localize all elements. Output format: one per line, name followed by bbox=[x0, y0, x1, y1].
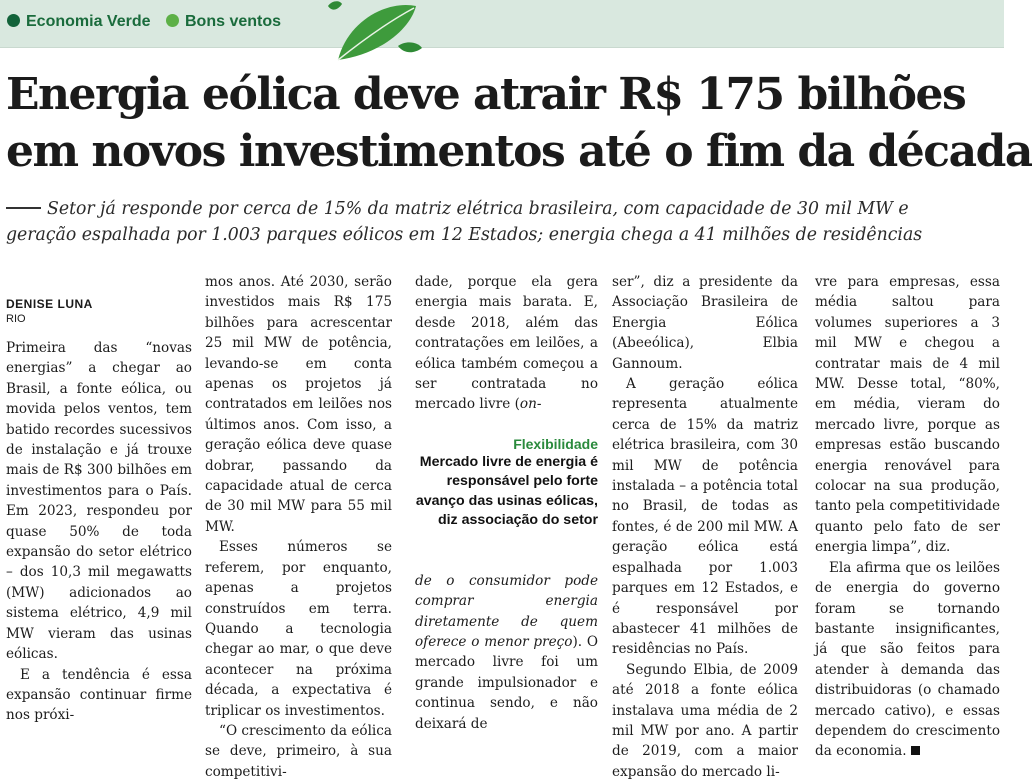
section-label-text: Bons ventos bbox=[185, 13, 282, 30]
article-column-2 bbox=[205, 272, 392, 780]
body-paragraph: A geração eólica representa atualmente cerca de 15% da matriz elétrica brasileira, com 30 mil MW de potência instalada – a potência total no Brasil, de todas as fontes, é de 200 mil MW. A geração eólica está espalhada por 1.003 parques em 12 Estados, e é responsável por abastecer 41 milhões de residências no País. bbox=[612, 376, 798, 658]
section-dot-icon bbox=[166, 14, 179, 27]
body-paragraph bbox=[415, 571, 598, 734]
pull-quote-text: Mercado livre de energia é responsável pelo forte avanço das usinas eólicas, diz associação do setor bbox=[415, 453, 598, 529]
body-paragraph: Primeira das “novas energias” a chegar ao Brasil, a fonte eólica, ou movida pelos ventos, tem batido recordes sucessivos de instalação e já trouxe mais de R$ 300 bilhões em investimentos para o País. Em 2023, respondeu por quase 50% de toda expansão do setor elétrico – dos 10,3 mil megawatts (MW) adicionados ao sistema elétrico, 4,9 mil MW vieram das usinas eólicas. bbox=[6, 340, 192, 663]
body-paragraph: Esses números se referem, por enquanto, apenas a projetos construídos em terra. Quando a tecnologia chegar ao mar, o que deve acontecer na próxima década, a expectativa é triplicar os investimentos. bbox=[205, 539, 392, 719]
subtitle-rule bbox=[6, 207, 41, 209]
body-paragraph: vre para empresas, essa média saltou para volumes superiores a 3 mil MW e chegou a contratar mais de 4 mil MW. Desse total, “80%, em média, vieram do mercado livre, porque as empresas estão buscando energia renovável para colocar na sua produção, tanto pela competitividade quanto pelo fato de ser energia limpa”, diz. bbox=[815, 274, 1000, 556]
body-text: ). O mercado livre foi um grande impulsionador e continua sendo, e não deixará de bbox=[415, 634, 598, 732]
article-subtitle bbox=[6, 196, 1000, 248]
article-column-3 bbox=[415, 272, 598, 732]
byline-city: RIO bbox=[6, 313, 26, 325]
section-label-economia-verde[interactable] bbox=[7, 13, 151, 31]
article-column-1 bbox=[6, 272, 192, 724]
body-paragraph: E a tendência é essa expansão continuar firme nos próxi- bbox=[6, 666, 192, 724]
section-header-bar bbox=[0, 0, 1004, 48]
section-label-bons-ventos[interactable] bbox=[166, 13, 281, 31]
body-paragraph: ser”, diz a presidente da Associação Brasileira de Energia Eólica (Abeeólica), Elbia Gannoum. bbox=[612, 274, 798, 372]
pull-quote bbox=[415, 433, 598, 531]
subtitle-line-1: Setor já responde por cerca de 15% da matriz elétrica brasileira, com capacidade de 30 mil MW e bbox=[47, 199, 909, 219]
body-text: dade, porque ela gera energia mais barata. E, desde 2018, além das contratações em leilões, a eólica também começou a ser contratada no mercado livre ( bbox=[415, 274, 598, 413]
section-dot-icon bbox=[7, 14, 20, 27]
body-paragraph bbox=[815, 558, 1000, 762]
body-text-italic: de o consumidor pode comprar energia diretamente de quem oferece o menor preço bbox=[415, 572, 598, 651]
body-paragraph: mos anos. Até 2030, serão investidos mais R$ 175 bilhões para acrescentar 25 mil MW de potência, levando-se em conta apenas os projetos já contratados em leilões nos últimos anos. Com isso, a geração eólica deve quase dobrar, passando da capacidade atual de cerca de 30 mil MW para 55 mil MW. bbox=[205, 274, 392, 535]
end-mark-icon bbox=[911, 746, 920, 755]
body-paragraph: “O crescimento da eólica se deve, primeiro, à sua competitivi- bbox=[205, 722, 392, 780]
byline-author: DENISE LUNA bbox=[6, 297, 93, 311]
body-text: Ela afirma que os leilões de energia do governo foram se tornando bastante insignificantes, já que são feitos para atender à demanda das distribuidoras (o chamado mercado cativo), e essas dependem do crescimento da economia. bbox=[815, 559, 1000, 760]
headline-line-1: Energia eólica deve atrair R$ 175 bilhões bbox=[6, 69, 966, 120]
headline-line-2: em novos investimentos até o fim da década bbox=[6, 126, 1032, 177]
pull-quote-label: Flexibilidade bbox=[513, 435, 598, 452]
body-text-italic: on- bbox=[519, 396, 542, 413]
section-label-text: Economia Verde bbox=[26, 13, 151, 30]
green-leaves-icon bbox=[318, 0, 428, 68]
article-column-4 bbox=[612, 272, 798, 780]
subtitle-line-2: geração espalhada por 1.003 parques eólicos em 12 Estados; energia chega a 41 milhões de residências bbox=[6, 225, 923, 245]
body-paragraph bbox=[415, 272, 598, 415]
body-paragraph: Segundo Elbia, de 2009 até 2018 a fonte eólica instalava uma média de 2 mil MW por ano. A partir de 2019, com a maior expansão do mercado li- bbox=[612, 661, 798, 780]
article-column-5 bbox=[815, 272, 1000, 760]
article-headline bbox=[6, 66, 1032, 180]
